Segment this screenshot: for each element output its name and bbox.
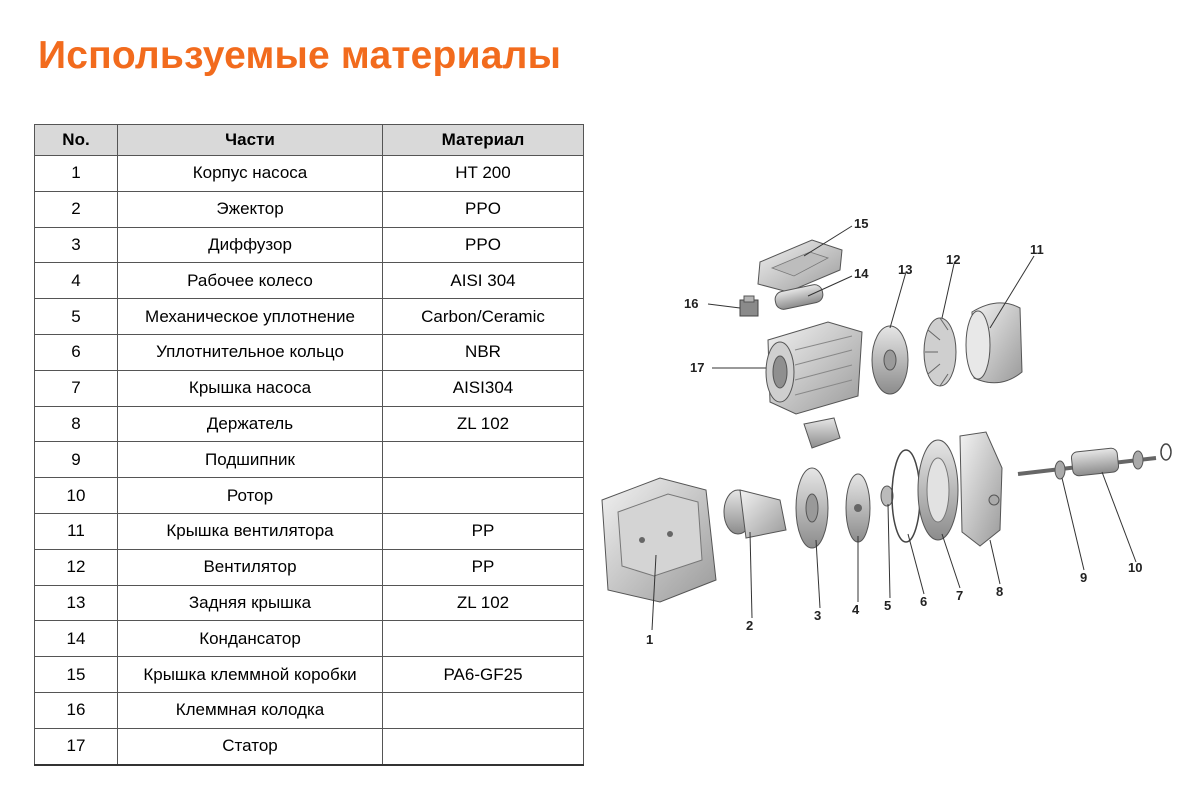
cell-no: 10	[35, 478, 118, 514]
part-4-impeller	[846, 474, 870, 542]
diagram-label-6: 6	[920, 594, 928, 609]
table-row	[35, 406, 584, 442]
cell-material: PPO	[383, 191, 584, 227]
diagram-label-7: 7	[956, 588, 964, 603]
part-12-fan	[924, 318, 956, 386]
table-row	[35, 156, 584, 192]
diagram-label-2: 2	[746, 618, 754, 633]
cell-material: ZL 102	[383, 585, 584, 621]
diagram-label-13: 13	[898, 262, 913, 277]
cell-part: Вентилятор	[118, 549, 383, 585]
table-row	[35, 513, 584, 549]
table-row	[35, 657, 584, 693]
end-ring	[1161, 444, 1171, 460]
cell-material	[383, 692, 584, 728]
cell-part: Клеммная колодка	[118, 692, 383, 728]
part-11-fan-cover	[966, 303, 1022, 383]
cell-no: 14	[35, 621, 118, 657]
cell-material	[383, 442, 584, 478]
cell-material: PA6-GF25	[383, 657, 584, 693]
cell-part: Крышка клеммной коробки	[118, 657, 383, 693]
table-row	[35, 549, 584, 585]
table-row	[35, 585, 584, 621]
table-row	[35, 334, 584, 370]
part-8-holder	[960, 432, 1002, 546]
diagram-label-8: 8	[996, 584, 1004, 599]
table-row	[35, 478, 584, 514]
cell-part: Рабочее колесо	[118, 263, 383, 299]
table-header-row	[35, 125, 584, 156]
cell-part: Механическое уплотнение	[118, 299, 383, 335]
part-16-terminal-block	[740, 296, 758, 316]
header-material: Материал	[383, 125, 584, 156]
part-7-pump-cover	[918, 440, 958, 540]
diagram-label-9: 9	[1080, 570, 1088, 585]
diagram-label-4: 4	[852, 602, 860, 617]
leader-lines	[652, 226, 1136, 630]
table-row	[35, 442, 584, 478]
table-row	[35, 728, 584, 764]
cell-no: 17	[35, 728, 118, 764]
cell-no: 16	[35, 692, 118, 728]
header-part: Части	[118, 125, 383, 156]
cell-part: Кондансатор	[118, 621, 383, 657]
cell-material: AISI304	[383, 370, 584, 406]
cell-part: Ротор	[118, 478, 383, 514]
cell-material	[383, 728, 584, 764]
cell-part: Держатель	[118, 406, 383, 442]
part-17-stator	[766, 322, 862, 414]
cell-no: 12	[35, 549, 118, 585]
table-row	[35, 692, 584, 728]
diagram-label-3: 3	[814, 608, 822, 623]
part-13-rear-cover	[872, 326, 908, 394]
page-title: Используемые материалы	[38, 34, 562, 77]
diagram-label-5: 5	[884, 598, 892, 613]
exploded-pump-diagram	[590, 200, 1190, 670]
table-row	[35, 263, 584, 299]
cell-no: 7	[35, 370, 118, 406]
cell-part: Уплотнительное кольцо	[118, 334, 383, 370]
part-1-pump-body	[602, 478, 716, 602]
diagram-label-1: 1	[646, 632, 654, 647]
header-no: No.	[35, 125, 118, 156]
table-row	[35, 191, 584, 227]
cell-no: 2	[35, 191, 118, 227]
table-row	[35, 227, 584, 263]
cell-no: 15	[35, 657, 118, 693]
table-row	[35, 621, 584, 657]
table-row	[35, 370, 584, 406]
diagram-label-11: 11	[1030, 242, 1044, 257]
cell-part: Крышка вентилятора	[118, 513, 383, 549]
table-row	[35, 299, 584, 335]
cell-no: 5	[35, 299, 118, 335]
diagram-label-12: 12	[946, 252, 961, 267]
cell-part: Статор	[118, 728, 383, 764]
cell-material: HT 200	[383, 156, 584, 192]
cell-part: Эжектор	[118, 191, 383, 227]
stator-bracket	[804, 418, 840, 448]
cell-no: 1	[35, 156, 118, 192]
cell-material: PP	[383, 513, 584, 549]
cell-no: 3	[35, 227, 118, 263]
diagram-label-17: 17	[690, 360, 705, 375]
cell-part: Диффузор	[118, 227, 383, 263]
cell-no: 4	[35, 263, 118, 299]
cell-no: 11	[35, 513, 118, 549]
part-6-o-ring	[892, 450, 920, 542]
cell-material: PPO	[383, 227, 584, 263]
part-5-mechanical-seal	[881, 486, 893, 506]
part-15-terminal-box-cover	[758, 240, 842, 292]
cell-material: PP	[383, 549, 584, 585]
diagram-label-10: 10	[1128, 560, 1143, 575]
cell-material	[383, 478, 584, 514]
diagram-label-16: 16	[684, 296, 699, 311]
cell-material: ZL 102	[383, 406, 584, 442]
diagram-label-15: 15	[854, 216, 869, 231]
cell-no: 8	[35, 406, 118, 442]
cell-no: 13	[35, 585, 118, 621]
cell-part: Крышка насоса	[118, 370, 383, 406]
cell-material	[383, 621, 584, 657]
cell-no: 9	[35, 442, 118, 478]
materials-table	[34, 124, 584, 766]
cell-material: AISI 304	[383, 263, 584, 299]
cell-part: Подшипник	[118, 442, 383, 478]
cell-part: Задняя крышка	[118, 585, 383, 621]
cell-part: Корпус насоса	[118, 156, 383, 192]
cell-material: NBR	[383, 334, 584, 370]
cell-no: 6	[35, 334, 118, 370]
part-2-ejector	[724, 490, 786, 538]
cell-material: Carbon/Ceramic	[383, 299, 584, 335]
diagram-label-14: 14	[854, 266, 869, 281]
part-3-diffuser	[796, 468, 828, 548]
